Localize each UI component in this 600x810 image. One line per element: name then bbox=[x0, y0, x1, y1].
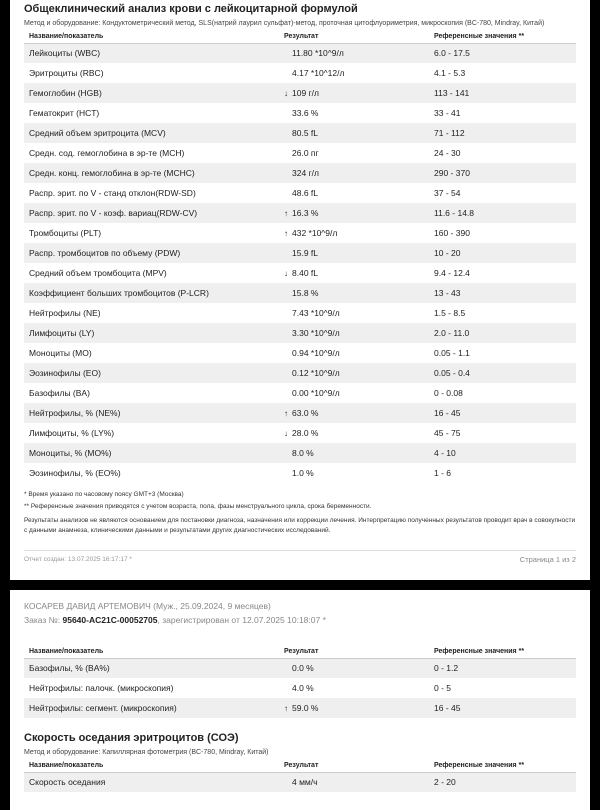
test-reference: 16 - 45 bbox=[429, 698, 576, 718]
test-name: Тромбоциты (PLT) bbox=[29, 228, 102, 238]
test-name: Моноциты, % (MO%) bbox=[24, 443, 279, 463]
header-result: Результат bbox=[279, 646, 429, 658]
header-name: Название/показатель bbox=[24, 760, 279, 772]
table-row bbox=[24, 163, 576, 183]
section-title-esr: Скорость оседания эритроцитов (СОЭ) bbox=[24, 732, 239, 744]
esr-method-text: Метод и оборудование: Капиллярная фотометрия (BC-780, Mindray, Китай) bbox=[24, 749, 269, 756]
test-name: Средн. конц. гемоглобина в эр-те (MCHC) bbox=[24, 163, 279, 183]
table-row bbox=[24, 43, 576, 63]
test-result: 0.12 *10^9/л bbox=[292, 368, 340, 378]
test-result-cell bbox=[279, 772, 429, 792]
test-reference: 2 - 20 bbox=[429, 772, 576, 792]
test-result-cell bbox=[279, 443, 429, 463]
arrow-up-icon: ↑ bbox=[284, 209, 288, 218]
patient-name: КОСАРЕВ ДАВИД АРТЕМОВИЧ bbox=[24, 601, 151, 611]
section-title-cbc: Общеклинический анализ крови с лейкоцитарной формулой bbox=[24, 3, 358, 15]
test-name: Средний объем тромбоцита (MPV) bbox=[29, 268, 167, 278]
test-reference: 37 - 54 bbox=[434, 188, 461, 198]
test-reference: 13 - 43 bbox=[429, 283, 576, 303]
test-reference: 0.05 - 0.4 bbox=[429, 363, 576, 383]
test-result: 8.0 % bbox=[292, 448, 314, 458]
test-name: Нейтрофилы, % (NE%) bbox=[24, 403, 279, 423]
test-name: Распр. тромбоцитов по объему (PDW) bbox=[24, 243, 279, 263]
table-row bbox=[24, 363, 576, 383]
header-result: Результат bbox=[279, 760, 429, 772]
arrow-up-icon: ↑ bbox=[284, 409, 288, 418]
test-name: Эритроциты (RBC) bbox=[29, 68, 104, 78]
test-result-cell bbox=[279, 423, 429, 443]
table-row bbox=[24, 698, 576, 718]
page-number: Страница 1 из 2 bbox=[519, 555, 576, 564]
test-name: Нейтрофилы (NE) bbox=[29, 308, 101, 318]
table-row bbox=[24, 443, 576, 463]
test-result-cell bbox=[279, 43, 429, 63]
table-row bbox=[24, 183, 576, 203]
test-name: Базофилы (BA) bbox=[29, 388, 90, 398]
table-header-row bbox=[24, 760, 576, 772]
table-row bbox=[24, 83, 576, 103]
header-reference: Референсные значения ** bbox=[429, 31, 576, 43]
test-reference: 33 - 41 bbox=[434, 108, 461, 118]
header-result: Результат bbox=[279, 31, 429, 43]
test-result-cell bbox=[279, 123, 429, 143]
test-name: Распр. эрит. по V - коэф. вариац(RDW-CV) bbox=[24, 203, 279, 223]
test-result: 0.00 *10^9/л bbox=[292, 388, 340, 398]
table-row bbox=[24, 263, 576, 283]
test-name: Эозинофилы (EO) bbox=[24, 363, 279, 383]
test-result: 63.0 % bbox=[292, 408, 319, 418]
test-reference: 0.05 - 1.1 bbox=[434, 348, 470, 358]
test-result: 16.3 % bbox=[292, 208, 319, 218]
test-name: Скорость оседания bbox=[24, 772, 279, 792]
test-result: 11.80 *10^9/л bbox=[292, 48, 344, 59]
test-result: 15.8 % bbox=[292, 288, 319, 298]
table-row bbox=[24, 383, 576, 403]
test-result-cell bbox=[279, 678, 429, 698]
test-result: 26.0 пг bbox=[292, 148, 319, 158]
table-row bbox=[24, 678, 576, 698]
test-result-cell bbox=[279, 343, 429, 363]
patient-line bbox=[10, 590, 590, 611]
header-reference: Референсные значения ** bbox=[429, 646, 576, 658]
test-result-cell bbox=[279, 698, 429, 718]
order-prefix: Заказ №: bbox=[24, 615, 63, 625]
test-reference: 0 - 1.2 bbox=[429, 658, 576, 678]
cbc-table-body bbox=[24, 43, 576, 483]
table-row bbox=[24, 423, 576, 443]
arrow-down-icon: ↓ bbox=[284, 89, 288, 98]
test-result-cell bbox=[279, 403, 429, 423]
table-row bbox=[24, 403, 576, 423]
test-result-cell bbox=[279, 143, 429, 163]
esr-results-table bbox=[24, 760, 576, 792]
test-reference: 6.0 - 17.5 bbox=[429, 43, 576, 63]
test-name: Моноциты (MO) bbox=[29, 348, 92, 358]
method-text: Метод и оборудование: Кондуктометрический метод, SLS(натрий лаурил сульфат)-метод, проточная цитофлуориметрия, микроскопия (BC-780, Mindray, Китай) bbox=[24, 20, 545, 27]
test-result: 80.5 fL bbox=[292, 128, 318, 138]
test-name: Нейтрофилы: палочк. (микроскопия) bbox=[29, 683, 174, 693]
test-result: 1.0 % bbox=[292, 468, 314, 478]
table-row bbox=[24, 463, 576, 483]
table-header-row bbox=[24, 646, 576, 658]
test-reference: 11.6 - 14.8 bbox=[429, 203, 576, 223]
table-row bbox=[24, 772, 576, 792]
test-reference: 2.0 - 11.0 bbox=[429, 323, 576, 343]
test-result: 4.0 % bbox=[292, 683, 314, 693]
report-page-1 bbox=[10, 0, 590, 580]
test-name: Гематокрит (HCT) bbox=[29, 108, 100, 118]
table-row bbox=[24, 223, 576, 243]
test-result: 59.0 % bbox=[292, 703, 319, 713]
test-result: 4.17 *10^12/л bbox=[292, 68, 345, 78]
header-reference: Референсные значения ** bbox=[429, 760, 576, 772]
table-row bbox=[24, 323, 576, 343]
test-reference: 113 - 141 bbox=[429, 83, 576, 103]
test-name: Базофилы, % (BA%) bbox=[24, 658, 279, 678]
order-line bbox=[10, 615, 590, 625]
table-header-row bbox=[24, 31, 576, 43]
test-reference: 160 - 390 bbox=[434, 228, 470, 238]
footer-divider bbox=[24, 550, 576, 551]
arrow-down-icon: ↓ bbox=[284, 269, 288, 278]
table-row bbox=[24, 303, 576, 323]
test-result: 33.6 % bbox=[292, 108, 319, 118]
order-suffix: , зарегистрирован от 12.07.2025 10:18:07 * bbox=[157, 615, 326, 625]
test-reference: 45 - 75 bbox=[434, 428, 461, 438]
test-result-cell bbox=[279, 383, 429, 403]
test-result-cell bbox=[279, 303, 429, 323]
test-reference: 0 - 0.08 bbox=[434, 388, 463, 398]
disclaimer-text: Результаты анализов не являются основанием для постановки диагноза, назначения или коррекции лечения. Интерпретацию полученных результатов проводит врач в совокупности с данными анамнеза, клиническими данными и результатами других диагностических исследований. bbox=[24, 517, 576, 534]
test-result: 15.9 fL bbox=[292, 248, 318, 258]
test-name: Гемоглобин (HGB) bbox=[24, 83, 279, 103]
test-result-cell bbox=[279, 658, 429, 678]
test-name: Нейтрофилы: сегмент. (микроскопия) bbox=[24, 698, 279, 718]
test-result-cell bbox=[279, 243, 429, 263]
patient-info: (Муж., 25.09.2024, 9 месяцев) bbox=[150, 601, 271, 611]
table-row bbox=[24, 283, 576, 303]
cbc-continuation-table bbox=[24, 646, 576, 718]
arrow-up-icon: ↑ bbox=[284, 229, 288, 238]
test-reference: 9.4 - 12.4 bbox=[434, 268, 470, 278]
test-result: 7.43 *10^9/л bbox=[292, 308, 340, 318]
test-result: 0.0 % bbox=[292, 663, 314, 674]
test-result-cell bbox=[279, 263, 429, 283]
test-result-cell bbox=[279, 223, 429, 243]
footnote-timezone: * Время указано по часовому поясу GMT+3 (Москва) bbox=[24, 491, 184, 498]
report-created: Отчет создан: 13.07.2025 16:17:17 * bbox=[24, 556, 132, 563]
test-reference: 290 - 370 bbox=[429, 163, 576, 183]
header-name: Название/показатель bbox=[24, 31, 279, 43]
test-reference: 4 - 10 bbox=[429, 443, 576, 463]
test-name: Эозинофилы, % (EO%) bbox=[29, 468, 121, 478]
test-reference: 24 - 30 bbox=[434, 148, 461, 158]
test-result: 0.94 *10^9/л bbox=[292, 348, 340, 358]
cbc-results-table bbox=[24, 31, 576, 483]
table-row bbox=[24, 123, 576, 143]
table-row bbox=[24, 203, 576, 223]
test-result-cell bbox=[279, 103, 429, 123]
test-result-cell bbox=[279, 83, 429, 103]
arrow-up-icon: ↑ bbox=[284, 704, 288, 713]
continuation-table-body bbox=[24, 658, 576, 718]
test-result: 432 *10^9/л bbox=[292, 228, 338, 238]
test-result-cell bbox=[279, 463, 429, 483]
test-name: Лимфоциты, % (LY%) bbox=[29, 428, 115, 438]
test-result: 48.6 fL bbox=[292, 188, 318, 198]
test-name: Средн. сод. гемоглобина в эр-те (MCH) bbox=[29, 148, 185, 158]
test-result-cell bbox=[279, 163, 429, 183]
test-reference: 1 - 6 bbox=[434, 468, 452, 478]
footnote-reference: ** Референсные значения приводятся с учетом возраста, пола, фазы менструального цикла, срока беременности. bbox=[24, 503, 372, 510]
esr-table-body bbox=[24, 772, 576, 792]
arrow-down-icon: ↓ bbox=[284, 429, 288, 438]
test-result: 324 г/л bbox=[292, 168, 319, 178]
header-name: Название/показатель bbox=[24, 646, 279, 658]
test-reference: 0 - 5 bbox=[434, 683, 452, 693]
test-result-cell bbox=[279, 183, 429, 203]
test-result-cell bbox=[279, 283, 429, 303]
report-page-2 bbox=[10, 590, 590, 810]
test-result: 4 мм/ч bbox=[292, 777, 318, 788]
test-result: 3.30 *10^9/л bbox=[292, 328, 340, 338]
test-name: Коэффициент больших тромбоцитов (P-LCR) bbox=[24, 283, 279, 303]
test-result-cell bbox=[279, 203, 429, 223]
table-row bbox=[24, 63, 576, 83]
order-number: 95640-AC21C-00052705 bbox=[62, 615, 158, 625]
table-row bbox=[24, 343, 576, 363]
test-reference: 1.5 - 8.5 bbox=[434, 308, 466, 318]
test-result-cell bbox=[279, 63, 429, 83]
table-row bbox=[24, 658, 576, 678]
test-reference: 4.1 - 5.3 bbox=[434, 68, 466, 78]
test-result-cell bbox=[279, 363, 429, 383]
test-reference: 71 - 112 bbox=[429, 123, 576, 143]
test-result: 109 г/л bbox=[292, 88, 319, 98]
test-reference: 10 - 20 bbox=[429, 243, 576, 263]
test-name: Распр. эрит. по V - станд отклон(RDW-SD) bbox=[29, 188, 196, 198]
table-row bbox=[24, 143, 576, 163]
test-result: 8.40 fL bbox=[292, 268, 318, 278]
test-reference: 16 - 45 bbox=[429, 403, 576, 423]
test-result-cell bbox=[279, 323, 429, 343]
test-name: Лимфоциты (LY) bbox=[24, 323, 279, 343]
test-result: 28.0 % bbox=[292, 428, 319, 438]
test-name: Средний объем эритроцита (MCV) bbox=[24, 123, 279, 143]
test-name: Лейкоциты (WBC) bbox=[24, 43, 279, 63]
table-row bbox=[24, 103, 576, 123]
table-row bbox=[24, 243, 576, 263]
